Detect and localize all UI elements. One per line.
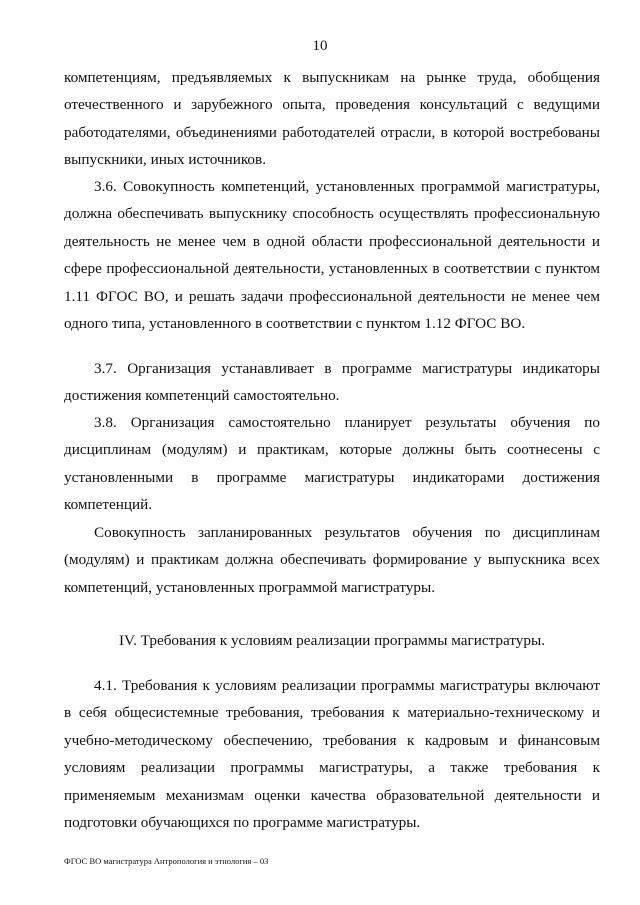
paragraph-intro-continuation (64, 64, 600, 174)
paragraph-text: 3.6. Совокупность компетенций, установленных программой магистратуры, должна обеспечивать выпускнику способность осуществлять профессиональную деятельность не менее чем в одной области профессиональной деятельности и сфере профессиональной деятельности, установленных в соответствии с пунктом 1.11 ФГОС ВО, и решать задачи профессиональной деятельности не менее чем одного типа, установленного в соответствии с пунктом 1.12 ФГОС ВО. (64, 178, 600, 333)
paragraph-3-7 (64, 355, 600, 410)
page-number: 10 (312, 38, 328, 54)
paragraph-text: 4.1. Требования к условиям реализации программы магистратуры включают в себя общесистемные требования, требования к материально-техническому и учебно-методическому обеспечению, требования к кадровым и финансовым условиям реализации программы магистратуры, а также требования к применяемым механизмам оценки качества образовательной деятельности и подготовки обучающихся по программе магистратуры. (64, 677, 600, 832)
paragraph-3-8-continuation (64, 519, 600, 601)
paragraph-text: 3.7. Организация устанавливает в программе магистратуры индикаторы достижения компетенций самостоятельно. (64, 360, 600, 405)
paragraph-text: Совокупность запланированных результатов обучения по дисциплинам (модулям) и практикам должна обеспечивать формирование у выпускника всех компетенций, установленных программой магистратуры. (64, 524, 600, 596)
section-heading: IV. Требования к условиям реализации программы магистратуры. (119, 632, 545, 649)
paragraph-3-8 (64, 409, 600, 519)
paragraph-3-6 (64, 173, 600, 337)
paragraph-text: 3.8. Организация самостоятельно планирует результаты обучения по дисциплинам (модулям) и практикам, которые должны быть соотнесены с установленными в программе магистратуры индикаторами достижения компетенций. (64, 414, 600, 514)
paragraph-4-1 (64, 672, 600, 836)
document-footer: ФГОС ВО магистратура Антропология и этнология – 03 (64, 856, 269, 866)
paragraph-text: компетенциям, предъявляемых к выпускникам на рынке труда, обобщения отечественного и зарубежного опыта, проведения консультаций с ведущими работодателями, объединениями работодателей отрасли, в которой востребованы выпускники, иных источников. (64, 69, 600, 169)
